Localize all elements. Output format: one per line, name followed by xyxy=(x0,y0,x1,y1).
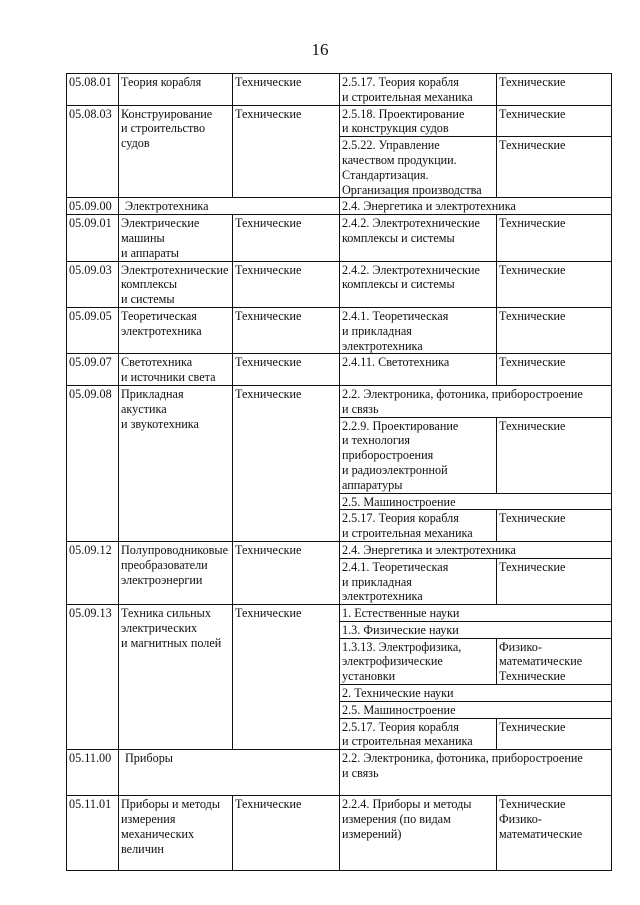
field-cell: Технические xyxy=(233,796,340,871)
new-specialty-cell: 1.3.13. Электрофизика, электрофизические установки xyxy=(340,638,497,684)
old-name-cell: Приборы и методы измерения механических величин xyxy=(119,796,233,871)
table-row xyxy=(67,385,612,417)
degree-cell: Технические xyxy=(497,74,612,106)
old-code-cell: 05.09.01 xyxy=(67,215,119,261)
degree-cell: Технические xyxy=(497,558,612,604)
old-code-cell: 05.09.13 xyxy=(67,605,119,750)
old-code-cell: 05.09.07 xyxy=(67,354,119,386)
table-row xyxy=(67,307,612,353)
old-name-cell: Электротехника xyxy=(119,198,340,215)
new-specialty-cell: 2.4. Энергетика и электротехника xyxy=(340,198,612,215)
old-name-cell: Техника сильных электрических и магнитных полей xyxy=(119,605,233,750)
page-number: 16 xyxy=(311,40,329,59)
specialty-correspondence-table xyxy=(66,73,612,871)
new-specialty-cell: 2.4.1. Теоретическая и прикладная электротехника xyxy=(340,558,497,604)
degree-cell: Технические xyxy=(497,105,612,137)
old-name-cell: Конструирование и строительство судов xyxy=(119,105,233,198)
table-row xyxy=(67,215,612,261)
new-specialty-cell: 2. Технические науки xyxy=(340,685,612,702)
old-code-cell: 05.11.00 xyxy=(67,750,119,796)
field-cell: Технические xyxy=(233,105,340,198)
degree-cell: Технические xyxy=(497,354,612,386)
table-row xyxy=(67,605,612,622)
table-row xyxy=(67,541,612,558)
old-name-cell: Теоретическая электротехника xyxy=(119,307,233,353)
field-cell: Технические xyxy=(233,74,340,106)
old-name-cell: Полупроводниковые преобразователи электроэнергии xyxy=(119,541,233,604)
degree-cell: Технические xyxy=(497,417,612,493)
new-specialty-cell: 2.5. Машиностроение xyxy=(340,701,612,718)
table-row xyxy=(67,198,612,215)
table-row xyxy=(67,354,612,386)
old-code-cell: 05.09.12 xyxy=(67,541,119,604)
new-specialty-cell: 2.5.18. Проектирование и конструкция судов xyxy=(340,105,497,137)
field-cell: Технические xyxy=(233,261,340,307)
old-name-cell: Электротехнические комплексы и системы xyxy=(119,261,233,307)
old-name-cell: Электрические машины и аппараты xyxy=(119,215,233,261)
degree-cell: Технические Физико- математические xyxy=(497,796,612,871)
new-specialty-cell: 2.4.2. Электротехнические комплексы и системы xyxy=(340,215,497,261)
old-name-cell: Светотехника и источники света xyxy=(119,354,233,386)
new-specialty-cell: 1.3. Физические науки xyxy=(340,621,612,638)
degree-cell: Физико- математические Технические xyxy=(497,638,612,684)
old-code-cell: 05.08.01 xyxy=(67,74,119,106)
old-code-cell: 05.09.05 xyxy=(67,307,119,353)
old-name-cell: Приборы xyxy=(119,750,340,796)
new-specialty-cell: 2.2.9. Проектирование и технология приборостроения и радиоэлектронной аппаратуры xyxy=(340,417,497,493)
degree-cell: Технические xyxy=(497,137,612,198)
new-specialty-cell: 2.5.17. Теория корабля и строительная механика xyxy=(340,510,497,542)
field-cell: Технические xyxy=(233,307,340,353)
new-specialty-cell: 2.5.17. Теория корабля и строительная механика xyxy=(340,718,497,750)
new-specialty-cell: 2.4.11. Светотехника xyxy=(340,354,497,386)
new-specialty-cell: 2.4.1. Теоретическая и прикладная электротехника xyxy=(340,307,497,353)
new-specialty-cell: 2.5.22. Управление качеством продукции. Стандартизация. Организация производства xyxy=(340,137,497,198)
old-name-cell: Теория корабля xyxy=(119,74,233,106)
table-row xyxy=(67,105,612,137)
table-row xyxy=(67,261,612,307)
field-cell: Технические xyxy=(233,541,340,604)
degree-cell: Технические xyxy=(497,510,612,542)
old-code-cell: 05.11.01 xyxy=(67,796,119,871)
old-code-cell: 05.09.00 xyxy=(67,198,119,215)
degree-cell: Технические xyxy=(497,307,612,353)
new-specialty-cell: 1. Естественные науки xyxy=(340,605,612,622)
field-cell: Технические xyxy=(233,605,340,750)
table-row xyxy=(67,796,612,871)
new-specialty-cell: 2.4. Энергетика и электротехника xyxy=(340,541,612,558)
field-cell: Технические xyxy=(233,354,340,386)
table-row xyxy=(67,750,612,796)
new-specialty-cell: 2.5.17. Теория корабля и строительная механика xyxy=(340,74,497,106)
table-row xyxy=(67,74,612,106)
old-code-cell: 05.09.03 xyxy=(67,261,119,307)
new-specialty-cell: 2.5. Машиностроение xyxy=(340,493,612,510)
field-cell: Технические xyxy=(233,385,340,541)
degree-cell: Технические xyxy=(497,718,612,750)
new-specialty-cell: 2.4.2. Электротехнические комплексы и системы xyxy=(340,261,497,307)
field-cell: Технические xyxy=(233,215,340,261)
degree-cell: Технические xyxy=(497,215,612,261)
old-name-cell: Прикладная акустика и звукотехника xyxy=(119,385,233,541)
old-code-cell: 05.09.08 xyxy=(67,385,119,541)
new-specialty-cell: 2.2. Электроника, фотоника, приборостроение и связь xyxy=(340,750,612,796)
degree-cell: Технические xyxy=(497,261,612,307)
old-code-cell: 05.08.03 xyxy=(67,105,119,198)
new-specialty-cell: 2.2. Электроника, фотоника, приборостроение и связь xyxy=(340,385,612,417)
new-specialty-cell: 2.2.4. Приборы и методы измерения (по видам измерений) xyxy=(340,796,497,871)
